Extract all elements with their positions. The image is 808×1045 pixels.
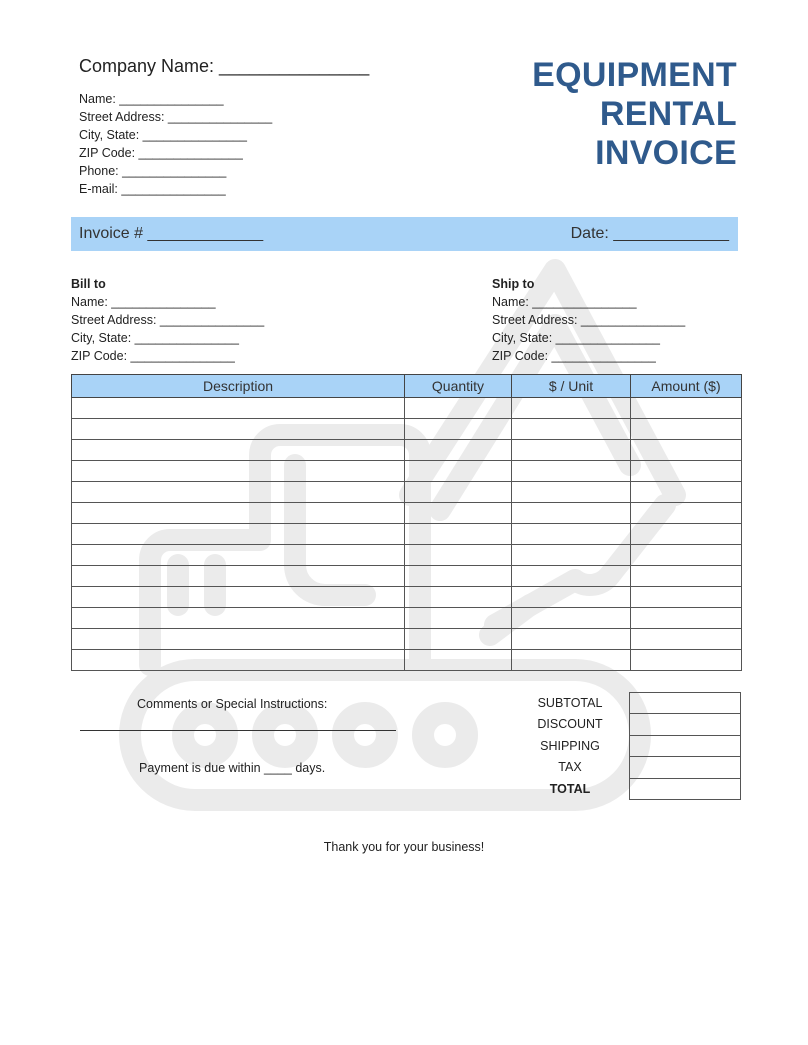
totals-table [629, 692, 741, 800]
quantity-cell[interactable] [405, 440, 512, 461]
ship-to-city: City, State: _______________ [492, 331, 660, 345]
unit-price-cell[interactable] [512, 398, 631, 419]
amount-header: Amount ($) [631, 375, 742, 398]
quantity-cell[interactable] [405, 629, 512, 650]
amount-cell[interactable] [631, 629, 742, 650]
table-row [72, 629, 742, 650]
unit-price-cell[interactable] [512, 587, 631, 608]
company-city-field: City, State: _______________ [79, 128, 247, 142]
ship-to-section [492, 275, 685, 365]
description-cell[interactable] [72, 566, 405, 587]
description-header: Description [72, 375, 405, 398]
description-cell[interactable] [72, 545, 405, 566]
description-cell[interactable] [72, 482, 405, 503]
table-row [72, 650, 742, 671]
comments-label: Comments or Special Instructions: [137, 697, 328, 711]
table-row [72, 545, 742, 566]
discount-label: DISCOUNT [537, 717, 603, 732]
quantity-cell[interactable] [405, 608, 512, 629]
ship-to-zip: ZIP Code: _______________ [492, 349, 656, 363]
amount-cell[interactable] [631, 608, 742, 629]
total-label: TOTAL [549, 781, 591, 796]
description-cell[interactable] [72, 608, 405, 629]
amount-cell[interactable] [631, 503, 742, 524]
description-cell[interactable] [72, 524, 405, 545]
title-line-3: INVOICE [595, 134, 737, 172]
table-row [72, 608, 742, 629]
unit-price-cell[interactable] [512, 608, 631, 629]
description-cell[interactable] [72, 440, 405, 461]
company-name-field: Name: _______________ [79, 92, 224, 106]
quantity-cell[interactable] [405, 482, 512, 503]
amount-cell[interactable] [631, 650, 742, 671]
shipping-label: SHIPPING [540, 738, 600, 753]
table-row [72, 461, 742, 482]
table-row [72, 587, 742, 608]
quantity-cell[interactable] [405, 461, 512, 482]
description-cell[interactable] [72, 650, 405, 671]
ship-to-name: Name: _______________ [492, 295, 637, 309]
unit-price-cell[interactable] [512, 503, 631, 524]
quantity-cell[interactable] [405, 650, 512, 671]
unit-price-cell[interactable] [512, 629, 631, 650]
tax-label: TAX [558, 760, 582, 775]
total-cell[interactable] [630, 778, 741, 799]
company-name-label: Company Name: _______________ [79, 56, 370, 76]
company-phone-field: Phone: _______________ [79, 164, 227, 178]
shipping-cell[interactable] [630, 735, 741, 756]
ship-to-heading: Ship to [492, 277, 535, 291]
table-row [72, 503, 742, 524]
table-row [72, 482, 742, 503]
unit-price-cell[interactable] [512, 440, 631, 461]
discount-cell[interactable] [630, 714, 741, 735]
bill-to-heading: Bill to [71, 277, 106, 291]
invoice-number-label: Invoice # _____________ [79, 225, 264, 242]
document-title [532, 56, 737, 173]
amount-cell[interactable] [631, 587, 742, 608]
ship-to-address: Street Address: _______________ [492, 313, 686, 327]
bill-to-section [71, 275, 264, 365]
bill-to-name: Name: _______________ [71, 295, 216, 309]
amount-cell[interactable] [631, 461, 742, 482]
comments-line[interactable] [80, 730, 396, 731]
description-cell[interactable] [72, 503, 405, 524]
table-row [72, 419, 742, 440]
quantity-cell[interactable] [405, 566, 512, 587]
company-address-field: Street Address: _______________ [79, 110, 273, 124]
table-row [72, 566, 742, 587]
amount-cell[interactable] [631, 440, 742, 461]
table-row [72, 398, 742, 419]
line-items-header-row [72, 375, 742, 398]
unit-price-cell[interactable] [512, 545, 631, 566]
quantity-cell[interactable] [405, 587, 512, 608]
unit-price-cell[interactable] [512, 566, 631, 587]
amount-cell[interactable] [631, 545, 742, 566]
description-cell[interactable] [72, 398, 405, 419]
table-row [72, 524, 742, 545]
quantity-cell[interactable] [405, 524, 512, 545]
bill-to-zip: ZIP Code: _______________ [71, 349, 235, 363]
subtotal-cell[interactable] [630, 693, 741, 714]
unit-price-cell[interactable] [512, 419, 631, 440]
amount-cell[interactable] [631, 524, 742, 545]
payment-terms: Payment is due within ____ days. [139, 761, 326, 775]
subtotal-label: SUBTOTAL [537, 696, 603, 710]
tax-cell[interactable] [630, 757, 741, 778]
invoice-header-bar [71, 217, 738, 251]
totals-labels [520, 693, 620, 800]
amount-cell[interactable] [631, 398, 742, 419]
description-cell[interactable] [72, 629, 405, 650]
unit-price-cell[interactable] [512, 650, 631, 671]
unit-price-cell[interactable] [512, 461, 631, 482]
amount-cell[interactable] [631, 419, 742, 440]
description-cell[interactable] [72, 419, 405, 440]
title-line-2: RENTAL [599, 95, 737, 133]
amount-cell[interactable] [631, 482, 742, 503]
thank-you-note: Thank you for your business! [323, 840, 485, 854]
unit-price-cell[interactable] [512, 524, 631, 545]
quantity-cell[interactable] [405, 545, 512, 566]
description-cell[interactable] [72, 587, 405, 608]
quantity-header: Quantity [405, 375, 512, 398]
quantity-cell[interactable] [405, 503, 512, 524]
bill-to-address: Street Address: _______________ [71, 313, 265, 327]
bill-to-city: City, State: _______________ [71, 331, 239, 345]
table-row [72, 440, 742, 461]
title-line-1: EQUIPMENT [532, 56, 737, 94]
description-cell[interactable] [72, 461, 405, 482]
amount-cell[interactable] [631, 566, 742, 587]
line-items-table [71, 374, 742, 671]
date-label: Date: _____________ [570, 225, 729, 242]
quantity-cell[interactable] [405, 398, 512, 419]
quantity-cell[interactable] [405, 419, 512, 440]
company-email-field: E-mail: _______________ [79, 182, 226, 196]
unit-price-cell[interactable] [512, 482, 631, 503]
company-info [79, 90, 272, 198]
unit-price-header: $ / Unit [512, 375, 631, 398]
company-zip-field: ZIP Code: _______________ [79, 146, 243, 160]
